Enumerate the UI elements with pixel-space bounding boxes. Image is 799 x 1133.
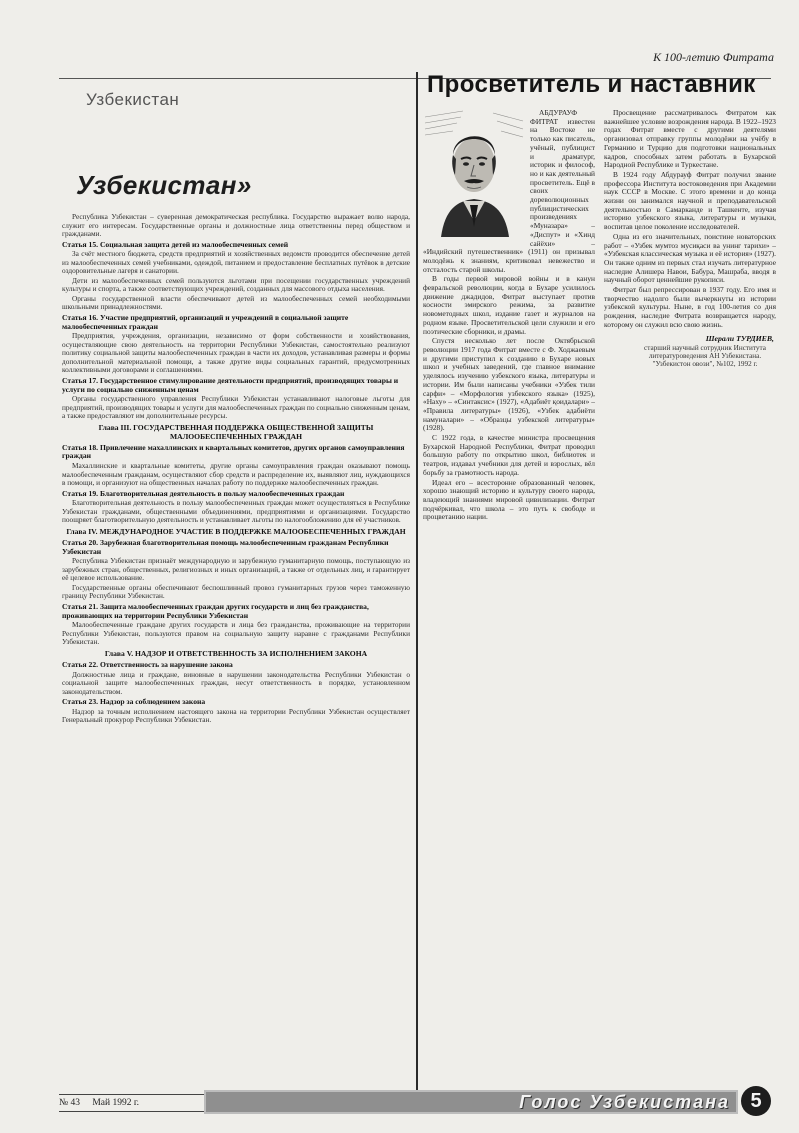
author-signature: Шерали ТУРДИЕВ,: [705, 333, 774, 343]
article-paragraph: Идеал его – всесторонне образованный человек, хорошо знающий историю и культуру своего народа, владеющий знаниями мировой цивилизации. Фитрат подчёркивал, что школа – это путь к свободе и процветанию нации.: [423, 477, 595, 522]
author-role: старший научный сотрудник Института литературоведения АН Узбекистана.: [644, 343, 766, 360]
masthead-title: Голос Узбекистана: [519, 1092, 730, 1112]
issue-info: [59, 1094, 204, 1112]
article-paragraph: Просвещение рассматривалось Фитратом как важнейшее условие возрождения народа. В 1922–1923 годах Фитрат вместе с другими деятелями организовал отправку группы молодёжи на учёбу в Германию и Турцию для подготовки национальных кадров, способных затем работать в Бухарской Народной Республике и Туркестане.: [604, 108, 776, 170]
law-main-title: Узбекистан»: [76, 170, 252, 200]
article-title: Статья 17. Государственное стимулирование деятельности предприятий, производящих товары и услуги по социально сниженным ценам: [62, 375, 399, 394]
article-body: [423, 109, 778, 523]
law-paragraph: За счёт местного бюджета, средств предприятий и хозяйственных ведомств проводится обеспечение детей из малообеспеченных семей учебниками, одеждой, питанием и предоставление бесплатных путёвок в детские оздоровительные лагеря и санатории.: [62, 249, 410, 276]
article-title: Статья 18. Привлечение махаллинских и квартальных комитетов, других органов самоуправления граждан: [62, 442, 405, 461]
newspaper-masthead: [204, 1090, 738, 1114]
article-paragraph: Спустя несколько лет после Октябрьской революции 1917 года Фитрат вместе с Ф. Ходжаевым и другими приступил к созданию в Бухаре новых школ и учебных заведений, где главное внимание уделялось изучению узбекского языка, литературы и истории. Им были написаны учебники «Узбек тили сарфи» – «Морфология узбекского языка» (1925), «Наху» – «Синтаксис» (1927), «Адабиёт қоидалари» – «Правила литературы» (1926), «Узбек адабиёти намуналари» – «Образцы узбекской литературы» (1928).: [423, 336, 595, 433]
article-paragraph: Фитрат был репрессирован в 1937 году. Его имя и творчество надолго были вычеркнуты из истории узбекской культуры. Ныне, в год 100-летия со дня рождения, наследие Фитрата возвращается народу, которому он служил всю свою жизнь.: [604, 285, 776, 329]
article-title: Статья 22. Ответственность за нарушение закона: [62, 659, 233, 669]
article-paragraph: АБДУРАУФ ФИТРАТ известен на Востоке не только как писатель, учёный, публицист и драматург, историк и философ, но и как деятельный просветитель. Ещё в своих дореволюционных публицистических произведениях «Муназара» – «Диспут» и «Хинд сайёхи» – «Индийский путешественник» (1911) он призывал молодёжь к знаниям, критиковал невежество и отсталость старой школы.: [423, 108, 595, 274]
article-subcolumn: [423, 109, 595, 523]
law-paragraph: Благотворительная деятельность в пользу малообеспеченных граждан может осуществляться в Республике Узбекистан гражданами, общественными объединениями, предприятиями и организациями. Государство поощряет благотворительную деятельность и устанавливает льготы по налогообложению для её участников.: [62, 498, 410, 525]
article-paragraph: С 1922 года, в качестве министра просвещения Бухарской Народной Республики, Фитрат проводил большую работу по открытию школ, библиотек и театров, издавал учебники для детей и взрослых, вёл борьбу за грамотность народа.: [423, 433, 595, 477]
article-title: Статья 15. Социальная защита детей из малообеспеченных семей: [62, 239, 289, 249]
chapter-title: Глава IV. МЕЖДУНАРОДНОЕ УЧАСТИЕ В ПОДДЕРЖКЕ МАЛООБЕСПЕЧЕННЫХ ГРАЖДАН: [66, 526, 406, 536]
article-title: Статья 23. Надзор за соблюдением закона: [62, 697, 206, 707]
law-paragraph: Органы государственной власти обеспечивают детей из малообеспеченных семей необходимыми школьными принадлежностями.: [62, 293, 410, 312]
article-paragraph: В годы первой мировой войны и в канун февральской революции, когда в Бухаре усилилось движение джадидов, Фитрат выступает против косности эмирского режима, за развитие новометодных школ, издание газет и журналов на родном языке. Просветительской цели служили и его поэтические сборники, и драмы.: [423, 274, 595, 336]
page-number: 5: [741, 1086, 771, 1116]
law-paragraph: Махаллинские и квартальные комитеты, другие органы самоуправления граждан оказывают помощь малообеспеченным гражданам, осуществляют сбор средств и распределение их, выявляют лиц, нуждающихся в помощи, и организуют на общественных началах работу по поддержке малообеспеченных граждан.: [62, 461, 410, 488]
column-divider: [416, 72, 418, 1092]
issue-date: Май 1992 г.: [92, 1098, 140, 1108]
law-paragraph: Предприятия, учреждения, организации, независимо от форм собственности и хозяйствования, осуществляющие свою деятельность на территории Республики Узбекистан, самостоятельно реализуют политику социальной защиты малообеспеченных граждан в части их доходов, устанавливая размеры и формы дополнительной материальной помощи, а также другие виды социальных гарантий, предусмотренных коллективными договорами и соглашениями.: [62, 331, 410, 375]
law-paragraph: Дети из малообеспеченных семей пользуются льготами при посещении государственных учреждений культуры и спорта, а также соответствующих учреждений, созданных для массового отдыха населения.: [62, 275, 410, 294]
article-title: Статья 20. Зарубежная благотворительная помощь малообеспеченным гражданам Республики Узбекистан: [62, 537, 389, 556]
article-title: Статья 16. Участие предприятий, организаций и учреждений в социальной защите малообеспеченных граждан: [62, 312, 349, 331]
issue-number: № 43: [59, 1098, 80, 1108]
article-headline: Просветитель и наставник: [427, 71, 756, 98]
article-subcolumn: [604, 109, 776, 523]
law-paragraph: Малообеспеченные граждане других государств и лица без гражданства, проживающие на территории Республики Узбекистан, пользуются правом на социальную защиту наравне с гражданами Республики Узбекистан.: [62, 620, 410, 647]
fitrat-article: [423, 48, 778, 1098]
article-source: "Узбекистон овози", №102, 1992 г.: [652, 360, 758, 369]
article-paragraph: Одна из его значительных, поистине новаторских работ – «Узбек мумтоз мусиқаси ва унинг тарихи» – «Узбекская классическая музыка и её история» (1927). Он также одним из первых стал изучать литературное наследие Алишера Навои, Бабура, Машраба, вводя в научный оборот ценнейшие рукописи.: [604, 231, 776, 285]
article-kicker: К 100-летию Фитрата: [653, 50, 774, 64]
law-paragraph: Органы государственного управления Республики Узбекистан устанавливают налоговые льготы для предприятий, производящих товары и услуги для малообеспеченных граждан по социально сниженным ценам, а также предоставляют им дополнительные ресурсы.: [62, 394, 410, 421]
article-title: Статья 19. Благотворительная деятельность в пользу малообеспеченных граждан: [62, 488, 345, 498]
article-paragraph: В 1924 году Абдурауф Фитрат получил звание профессора Института востоковедения при Академии наук СССР в Москве. С этого времени и до конца жизни он занимался научной и преподавательской деятельностью в Самарканде и Ташкенте, изучая историю узбекского языка, литературы и музыки, воспитав целое поколение исследователей.: [604, 169, 776, 232]
law-paragraph: Государственные органы обеспечивают беспошлинный провоз гуманитарных грузов через таможенную границу Республики Узбекистан.: [62, 582, 410, 601]
chapter-title: Глава III. ГОСУДАРСТВЕННАЯ ПОДДЕРЖКА ОБЩЕСТВЕННОЙ ЗАЩИТЫ МАЛООБЕСПЕЧЕННЫХ ГРАЖДАН: [98, 422, 374, 441]
law-paragraph: Республика Узбекистан признаёт международную и зарубежную гуманитарную помощь, поступающую из зарубежных стран, общественных, религиозных и иных организаций, а также от отдельных лиц, и гарантирует её целевое использование.: [62, 556, 410, 583]
fitrat-portrait: [423, 109, 525, 241]
law-paragraph: Республика Узбекистан – суверенная демократическая республика. Государство выражает волю народа, служит его интересам. Государственные органы и должностные лица ответственны перед обществом и гражданами.: [62, 212, 410, 238]
law-article-column: [62, 84, 410, 1094]
faded-section-title: Узбекистан: [86, 90, 180, 109]
law-paragraph: Надзор за точным исполнением настоящего закона на территории Республики Узбекистан осуществляет Генеральный прокурор Республики Узбекистан.: [62, 706, 410, 725]
law-paragraph: Должностные лица и граждане, виновные в нарушении законодательства Республики Узбекистан о социальной защите малообеспеченных граждан, несут ответственность в порядке, установленном законодательством.: [62, 669, 410, 696]
chapter-title: Глава V. НАДЗОР И ОТВЕТСТВЕННОСТЬ ЗА ИСПОЛНЕНИЕМ ЗАКОНА: [104, 648, 368, 658]
article-title: Статья 21. Защита малообеспеченных граждан других государств и лиц без гражданства, проживающих на территории Республики Узбекистан: [62, 601, 369, 620]
